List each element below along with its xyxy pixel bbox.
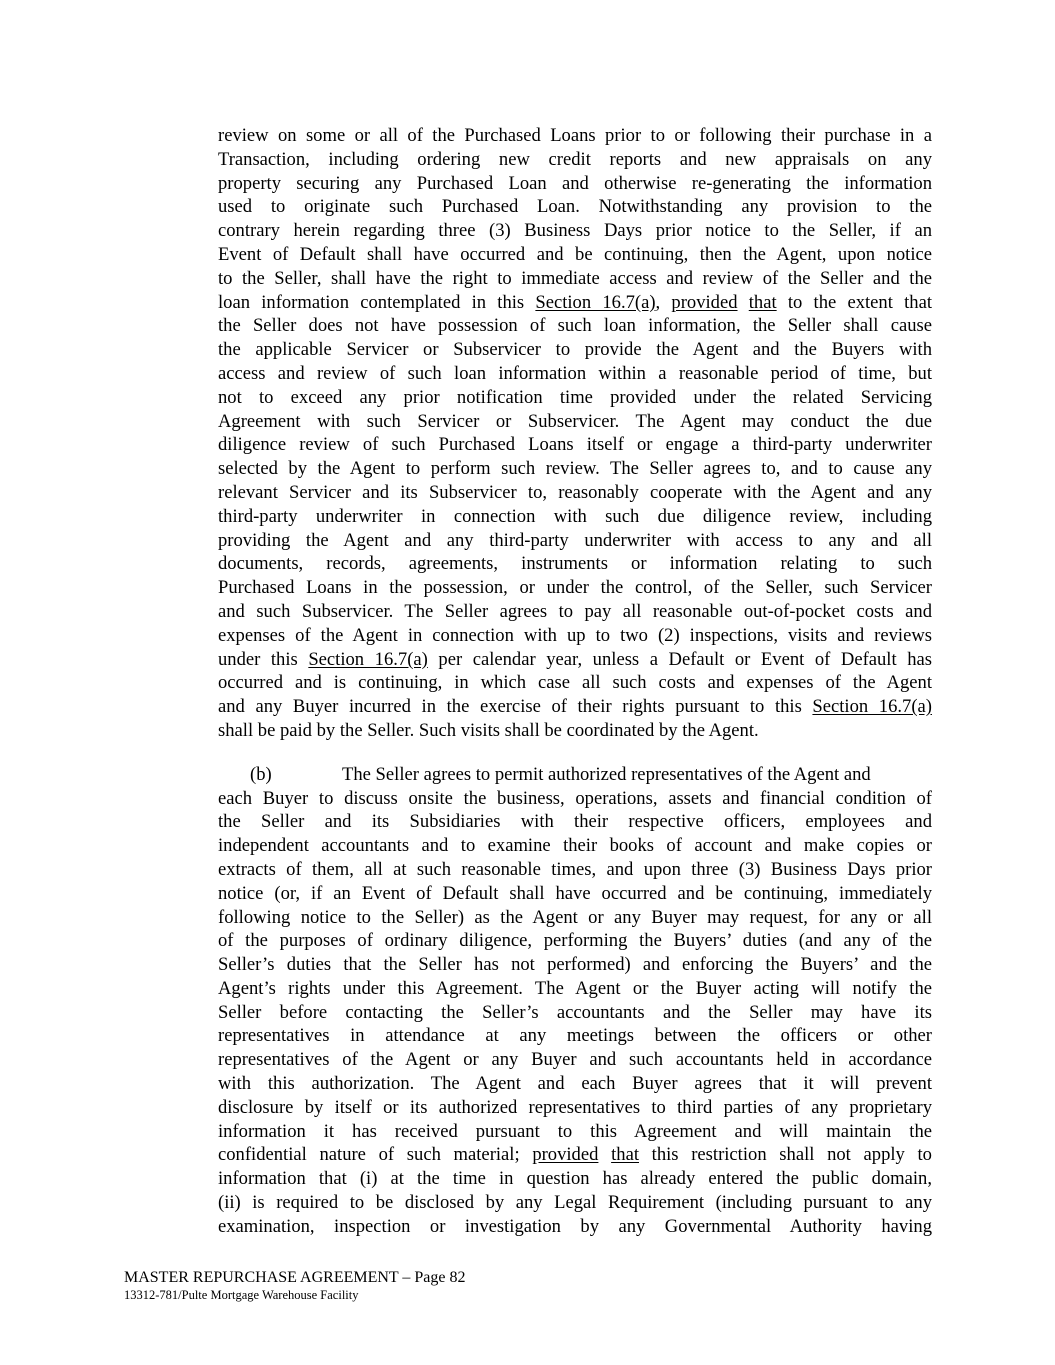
text-line: loan information contemplated in this Section 16.7(a), provided that to the extent that bbox=[218, 291, 932, 313]
text-line: information that (i) at the time in question has already entered the public domain, bbox=[218, 1168, 932, 1190]
text-line: each Buyer to discuss onsite the business, operations, assets and financial condition of bbox=[218, 787, 932, 809]
provided-term: provided bbox=[671, 291, 738, 313]
text-line: with this authorization. The Agent and each Buyer agrees that it will prevent bbox=[218, 1073, 932, 1095]
text-line: under this Section 16.7(a) per calendar year, unless a Default or Event of Default has bbox=[218, 648, 932, 670]
text-line: confidential nature of such material; provided that this restriction shall not apply to bbox=[218, 1144, 932, 1166]
text-line: extracts of them, all at such reasonable times, and upon three (3) Business Days prior bbox=[218, 858, 932, 880]
text-line: independent accountants and to examine their books of account and make copies or bbox=[218, 835, 932, 857]
footer-reference: 13312-781/Pulte Mortgage Warehouse Facility bbox=[124, 1288, 359, 1302]
document-body bbox=[218, 124, 932, 1239]
text-line: representatives in attendance at any meetings between the officers or other bbox=[218, 1025, 932, 1047]
text-line: diligence review of such Purchased Loans itself or engage a third-party underwriter bbox=[218, 434, 932, 456]
section-reference: Section 16.7(a) bbox=[535, 291, 656, 313]
that-term: that bbox=[611, 1144, 639, 1166]
paragraph-a-continued bbox=[218, 124, 932, 743]
text-line: Seller’s duties that the Seller has not performed) and enforcing the Buyers’ and the bbox=[218, 954, 932, 976]
text-line: (b) The Seller agrees to permit authorized representatives of the Agent and bbox=[250, 763, 871, 785]
text-line: occurred and is continuing, in which case all such costs and expenses of the Agent bbox=[218, 672, 932, 694]
text-line: third-party underwriter in connection with such due diligence review, including bbox=[218, 505, 932, 527]
text-line: access and review of such loan information within a reasonable period of time, but bbox=[218, 362, 932, 384]
text-line: of the purposes of ordinary diligence, performing the Buyers’ duties (and any of the bbox=[218, 930, 932, 952]
text-line: following notice to the Seller) as the Agent or any Buyer may request, for any or all bbox=[218, 906, 932, 928]
text-line: Event of Default shall have occurred and be continuing, then the Agent, upon notice bbox=[218, 243, 932, 265]
text-line: expenses of the Agent in connection with up to two (2) inspections, visits and reviews bbox=[218, 624, 932, 646]
text-line: relevant Servicer and its Subservicer to, reasonably cooperate with the Agent and any bbox=[218, 481, 932, 503]
text-line: shall be paid by the Seller. Such visits shall be coordinated by the Agent. bbox=[218, 719, 759, 741]
text-line: review on some or all of the Purchased Loans prior to or following their purchase in a bbox=[218, 125, 932, 146]
text-line: not to exceed any prior notification time provided under the related Servicing bbox=[218, 386, 932, 408]
text-line: selected by the Agent to perform such review. The Seller agrees to, and to cause any bbox=[218, 458, 932, 480]
provided-term: provided bbox=[532, 1144, 599, 1166]
text-line: and any Buyer incurred in the exercise of their rights pursuant to this Section 16.7(a) bbox=[218, 696, 932, 718]
text-line: and such Subservicer. The Seller agrees to pay all reasonable out-of-pocket costs and bbox=[218, 600, 932, 622]
text-line: providing the Agent and any third-party underwriter with access to any and all bbox=[218, 529, 932, 551]
text-line: notice (or, if an Event of Default shall have occurred and be continuing, immediately bbox=[218, 882, 932, 904]
text-line: the Seller does not have possession of such loan information, the Seller shall cause bbox=[218, 315, 932, 337]
text-line: Agreement with such Servicer or Subservicer. The Agent may conduct the due bbox=[218, 410, 932, 432]
text-line: documents, records, agreements, instruments or information relating to such bbox=[218, 553, 932, 575]
footer-title: MASTER REPURCHASE AGREEMENT – Page 82 bbox=[124, 1269, 466, 1286]
text-line: to the Seller, shall have the right to immediate access and review of the Seller and the bbox=[218, 267, 932, 289]
text-line: representatives of the Agent or any Buyer and such accountants held in accordance bbox=[218, 1049, 932, 1071]
text-line: Seller before contacting the Seller’s accountants and the Seller may have its bbox=[218, 1001, 932, 1023]
page-footer bbox=[124, 1268, 466, 1303]
paragraph-label: (b) bbox=[250, 763, 272, 785]
that-term: that bbox=[748, 291, 777, 313]
section-reference: Section 16.7(a) bbox=[812, 696, 932, 718]
text-line: the Seller and its Subsidiaries with their respective officers, employees and bbox=[218, 811, 932, 833]
text-line: (ii) is required to be disclosed by any Legal Requirement (including pursuant to any bbox=[218, 1192, 932, 1214]
text-line: the applicable Servicer or Subservicer to provide the Agent and the Buyers with bbox=[218, 339, 932, 361]
section-reference: Section 16.7(a) bbox=[308, 648, 428, 670]
text-line: examination, inspection or investigation by any Governmental Authority having bbox=[218, 1215, 932, 1237]
text-line: used to originate such Purchased Loan. Notwithstanding any provision to the bbox=[218, 196, 932, 218]
text-line: property securing any Purchased Loan and otherwise re-generating the information bbox=[218, 172, 932, 194]
text-line: disclosure by itself or its authorized representatives to third parties of any proprietary bbox=[218, 1096, 932, 1118]
text-line: Transaction, including ordering new credit reports and new appraisals on any bbox=[218, 148, 932, 170]
paragraph-b bbox=[218, 763, 932, 1239]
text-line: Purchased Loans in the possession, or under the control, of the Seller, such Servicer bbox=[218, 577, 932, 599]
text-line: information it has received pursuant to this Agreement and will maintain the bbox=[218, 1120, 932, 1142]
text-line: Agent’s rights under this Agreement. The Agent or the Buyer acting will notify the bbox=[218, 977, 932, 999]
text-line: contrary herein regarding three (3) Business Days prior notice to the Seller, if an bbox=[218, 220, 932, 242]
